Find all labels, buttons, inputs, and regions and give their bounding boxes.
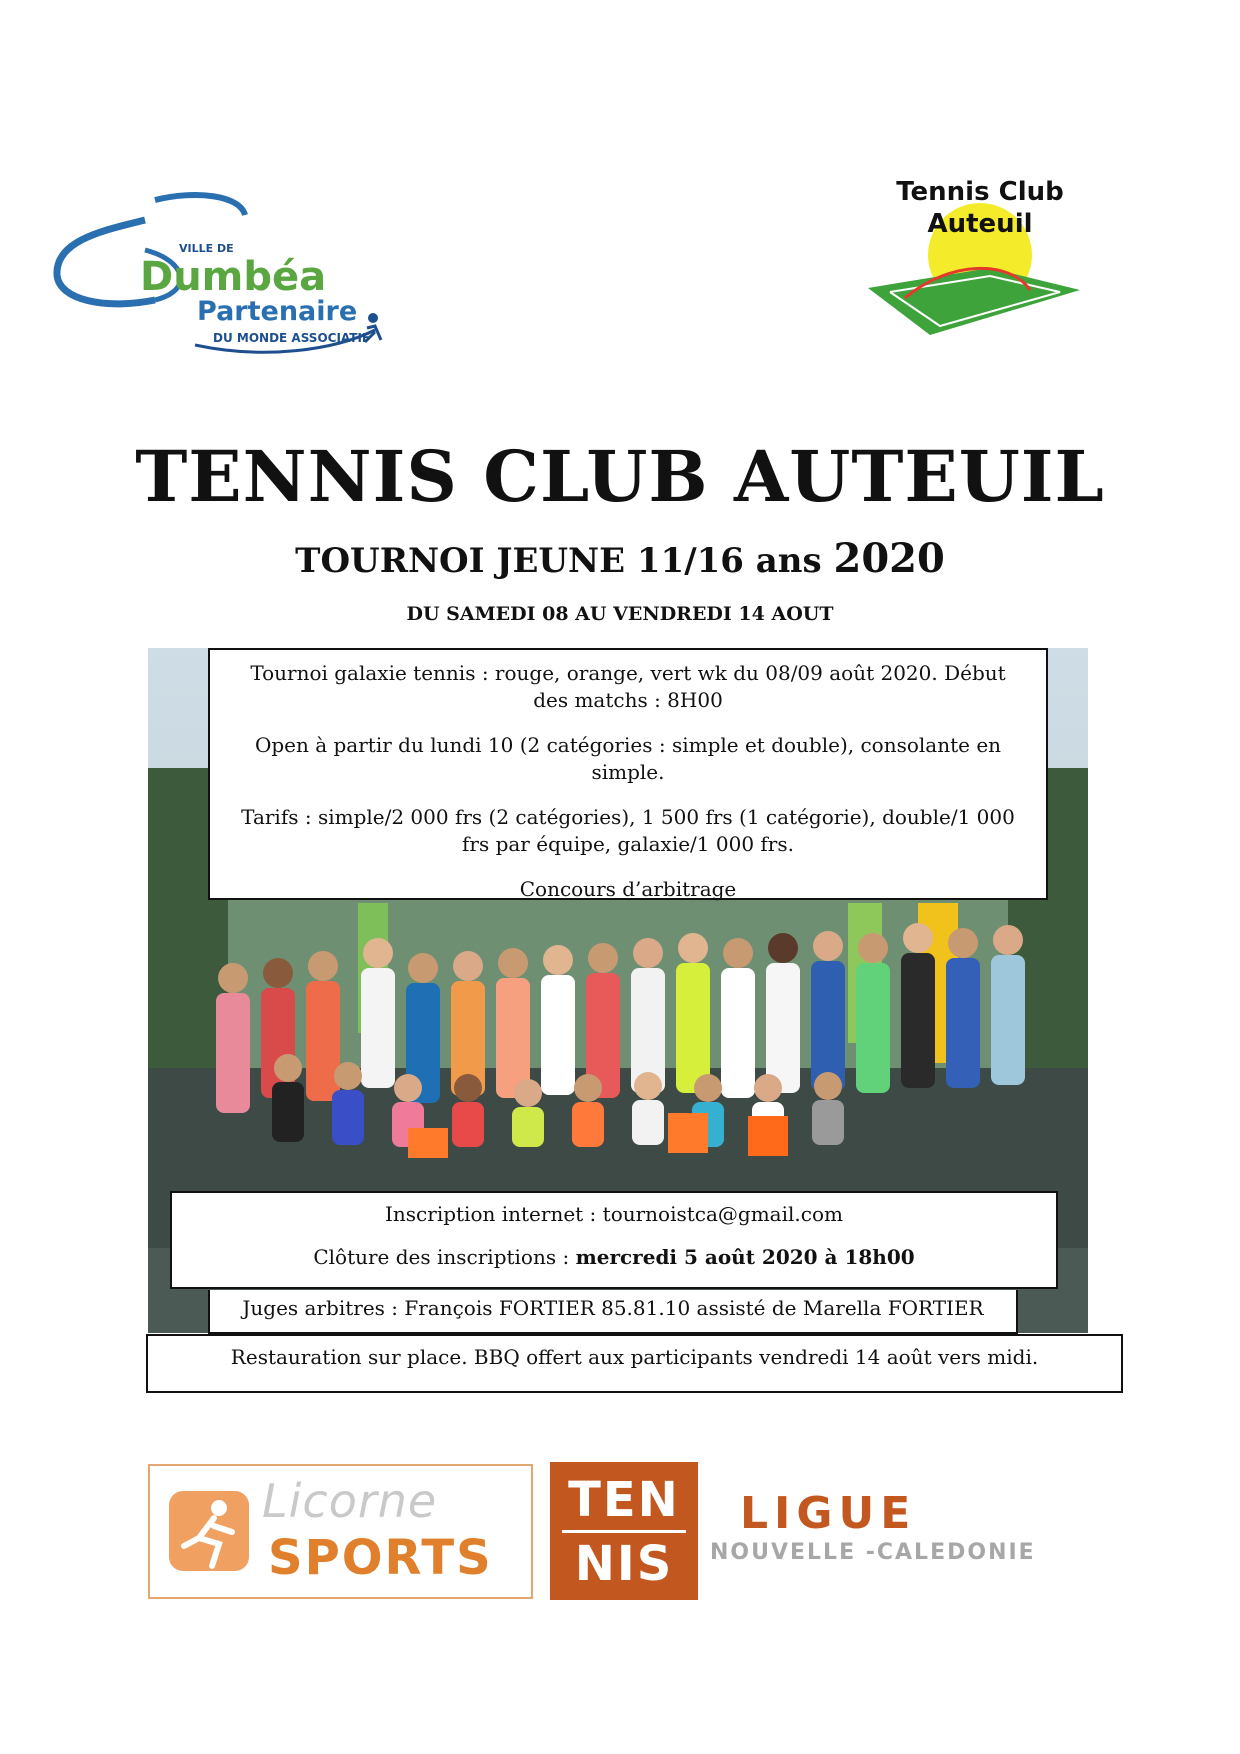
cloture-label: Clôture des inscriptions : <box>313 1245 570 1269</box>
dumbea-logo-line3: Partenaire <box>197 296 358 327</box>
tarifs-info: Tarifs : simple/2 000 frs (2 catégories), 1 500 frs (1 catégorie), double/1 000 frs par équipe, galaxie/1 000 frs. <box>241 805 1015 856</box>
galaxie-info: Tournoi galaxie tennis : rouge, orange, vert wk du 08/09 août 2020. Début des matchs : 8H00 <box>250 661 1006 712</box>
tournament-info-box <box>208 648 1048 900</box>
restauration-box: Restauration sur place. BBQ offert aux participants vendredi 14 août vers midi. <box>146 1334 1123 1393</box>
licorne-text: Licorne <box>262 1474 438 1528</box>
ligue-tennis-emblem <box>550 1462 698 1600</box>
dumbea-logo-line4: DU MONDE ASSOCIATIF <box>213 331 371 345</box>
club-logo-line1: Tennis Club <box>896 180 1064 207</box>
dumbea-partner-logo <box>45 190 395 375</box>
licorne-sports-logo <box>148 1464 533 1599</box>
tennis-club-auteuil-logo <box>860 180 1100 340</box>
sports-text: SPORTS <box>268 1530 493 1586</box>
club-logo-line2: Auteuil <box>927 209 1033 239</box>
cloture-line <box>192 1244 1036 1271</box>
cloture-date: mercredi 5 août 2020 à 18h00 <box>575 1245 915 1269</box>
subtitle-year: 2020 <box>833 535 945 582</box>
tournament-subtitle <box>0 535 1240 582</box>
tournament-dates: DU SAMEDI 08 AU VENDREDI 14 AOUT <box>406 603 834 625</box>
juges-box: Juges arbitres : François FORTIER 85.81.10 assisté de Marella FORTIER <box>208 1290 1018 1334</box>
inscription-box <box>170 1191 1058 1289</box>
region-text: NOUVELLE -CALEDONIE <box>710 1540 1036 1565</box>
open-info: Open à partir du lundi 10 (2 catégories : simple et double), consolante en simple. <box>254 733 1002 784</box>
inscription-internet: Inscription internet : tournoistca@gmail.com <box>385 1202 843 1226</box>
tennis-line-2: NIS <box>574 1536 674 1592</box>
concours-info: Concours d’arbitrage <box>519 877 737 901</box>
ligue-text: LIGUE <box>740 1488 917 1539</box>
runner-icon <box>164 1486 254 1581</box>
tennis-line-1: TEN <box>568 1472 680 1528</box>
dumbea-logo-line1: VILLE DE <box>179 242 234 255</box>
subtitle-main: TOURNOI JEUNE 11/16 ans <box>295 541 822 581</box>
dumbea-logo-line2: Dumbéa <box>140 254 327 300</box>
page-title: TENNIS CLUB AUTEUIL <box>135 435 1105 518</box>
